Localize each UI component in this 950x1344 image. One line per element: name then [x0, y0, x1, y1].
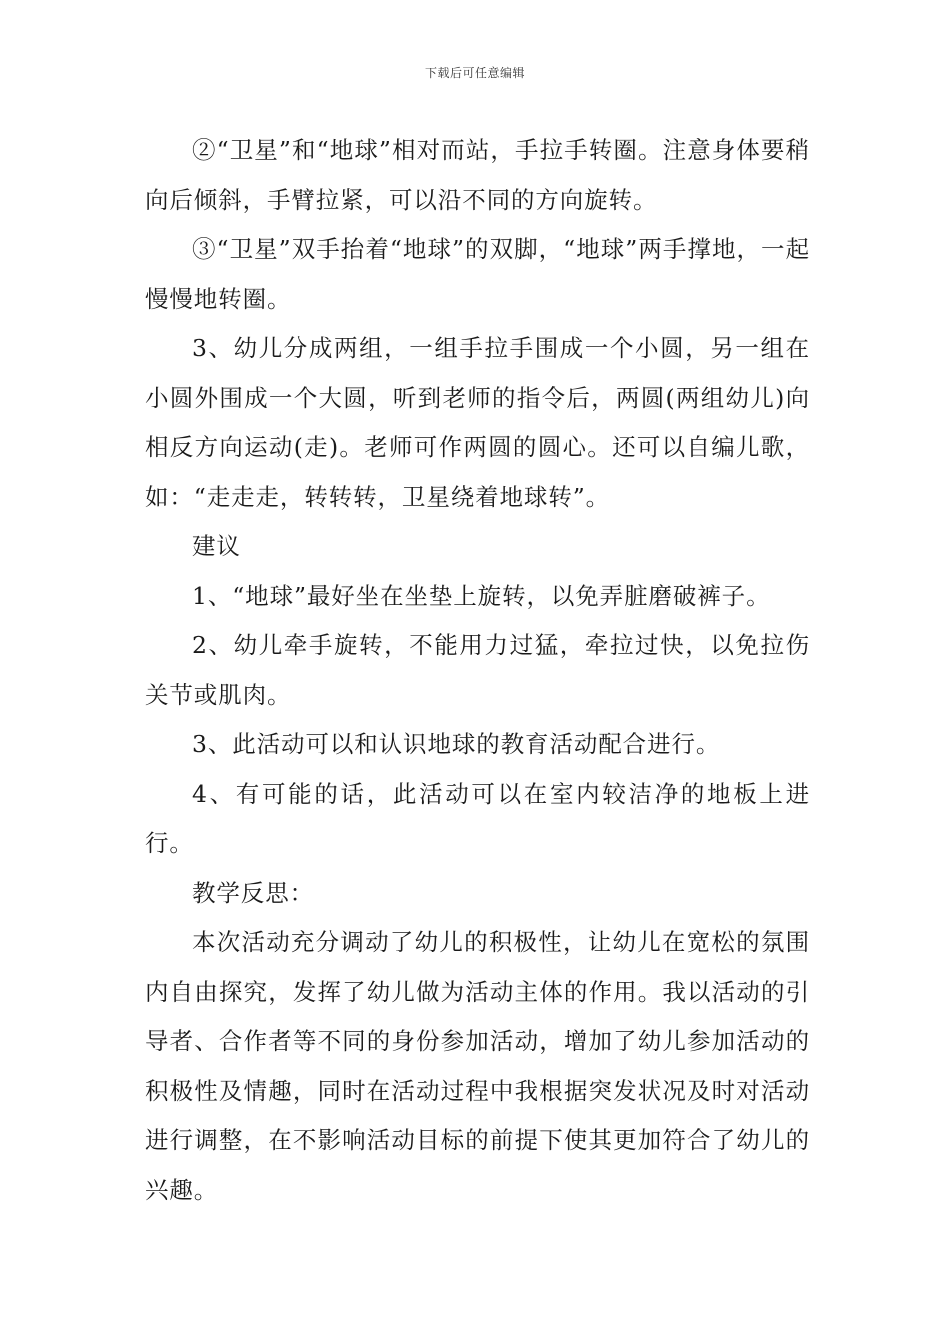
- suggestion-item-3: 3、此活动可以和认识地球的教育活动配合进行。: [192, 730, 721, 758]
- document-body: [145, 126, 810, 1215]
- paragraph-satellite-lift-feet: ③“卫星”双手抬着“地球”的双脚，“地球”两手撑地，一起慢慢地转圈。: [145, 235, 810, 313]
- page-header: 下载后可任意编辑: [424, 66, 525, 80]
- suggestion-item-1: 1、“地球”最好坐在坐垫上旋转，以免弄脏磨破裤子。: [192, 581, 771, 610]
- suggestion-item-4: 4、有可能的话，此活动可以在室内较洁净的地板上进行。: [145, 779, 810, 857]
- section-heading-suggestions: 建议: [192, 532, 241, 560]
- suggestion-item-2: 2、幼儿牵手旋转，不能用力过猛，牵拉过快，以免拉伤关节或肌肉。: [145, 631, 810, 709]
- paragraph-reflection: 本次活动充分调动了幼儿的积极性，让幼儿在宽松的氛围内自由探究，发挥了幼儿做为活动主体的作用。我以活动的引导者、合作者等不同的身份参加活动，增加了幼儿参加活动的积极性及情趣，同时在活动过程中我根据突发状况及时对活动进行调整，在不影响活动目标的前提下使其更加符合了幼儿的兴趣。: [145, 928, 810, 1204]
- paragraph-satellite-earth-face: ②“卫星”和“地球”相对而站，手拉手转圈。注意身体要稍向后倾斜，手臂拉紧，可以沿不同的方向旋转。: [145, 136, 810, 214]
- section-heading-reflection: 教学反思：: [192, 878, 314, 907]
- paragraph-two-circles: 3、幼儿分成两组，一组手拉手围成一个小圆，另一组在小圆外围成一个大圆，听到老师的指令后，两圆(两组幼儿)向相反方向运动(走)。老师可作两圆的圆心。还可以自编儿歌，如：“走走走，转转转，卫星绕着地球转”。: [145, 334, 810, 511]
